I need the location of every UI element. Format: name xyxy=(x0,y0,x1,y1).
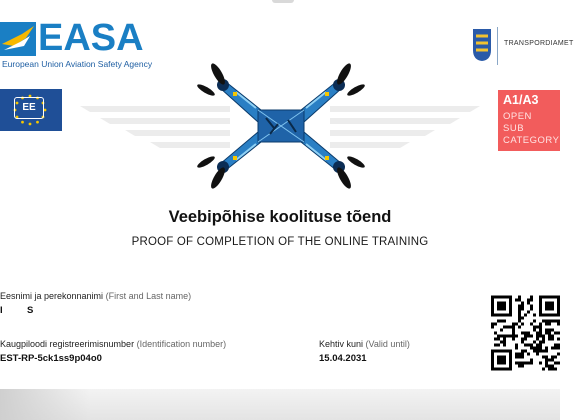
certificate-subtitle: PROOF OF COMPLETION OF THE ONLINE TRAINING xyxy=(131,236,429,248)
logo-divider xyxy=(497,27,498,65)
name-label-et: Eesnimi ja perekonnanimi xyxy=(0,291,104,301)
easa-emblem-icon xyxy=(0,22,40,58)
id-label-en: (Identification number) xyxy=(136,339,227,349)
top-notch xyxy=(272,0,294,3)
category-title: A1/A3 xyxy=(503,93,539,107)
name-label-en: (First and Last name) xyxy=(105,291,192,301)
certificate-title: Veebipõhise koolituse tõend xyxy=(168,208,392,226)
id-label-et: Kaugpiloodi registreerimisnumber xyxy=(0,339,135,349)
id-label xyxy=(0,339,226,349)
name-label xyxy=(0,291,191,301)
easa-subtitle: European Union Aviation Safety Agency xyxy=(2,59,153,69)
country-code: EE xyxy=(14,97,44,119)
transport-name: TRANSPORDIAMET xyxy=(504,40,574,47)
easa-wordmark: EASA xyxy=(38,17,144,59)
country-badge xyxy=(0,89,62,131)
drone-icon xyxy=(196,62,366,190)
valid-label-et: Kehtiv kuni xyxy=(319,339,364,349)
category-badge xyxy=(498,90,560,151)
valid-label-en: (Valid until) xyxy=(365,339,410,349)
bottom-strip xyxy=(0,389,560,420)
id-value: EST-RP-5ck1ss9p04o0 xyxy=(0,353,102,364)
valid-label xyxy=(319,339,410,349)
category-line-open: OPEN xyxy=(503,111,532,122)
category-line-category: CATEGORY xyxy=(503,135,560,146)
first-name-value: I xyxy=(0,305,3,316)
valid-value: 15.04.2031 xyxy=(319,353,367,364)
qr-code-icon xyxy=(491,295,560,371)
last-name-value: S xyxy=(27,305,34,316)
category-line-sub: SUB xyxy=(503,123,525,134)
estonia-coat-of-arms-icon xyxy=(472,28,492,62)
